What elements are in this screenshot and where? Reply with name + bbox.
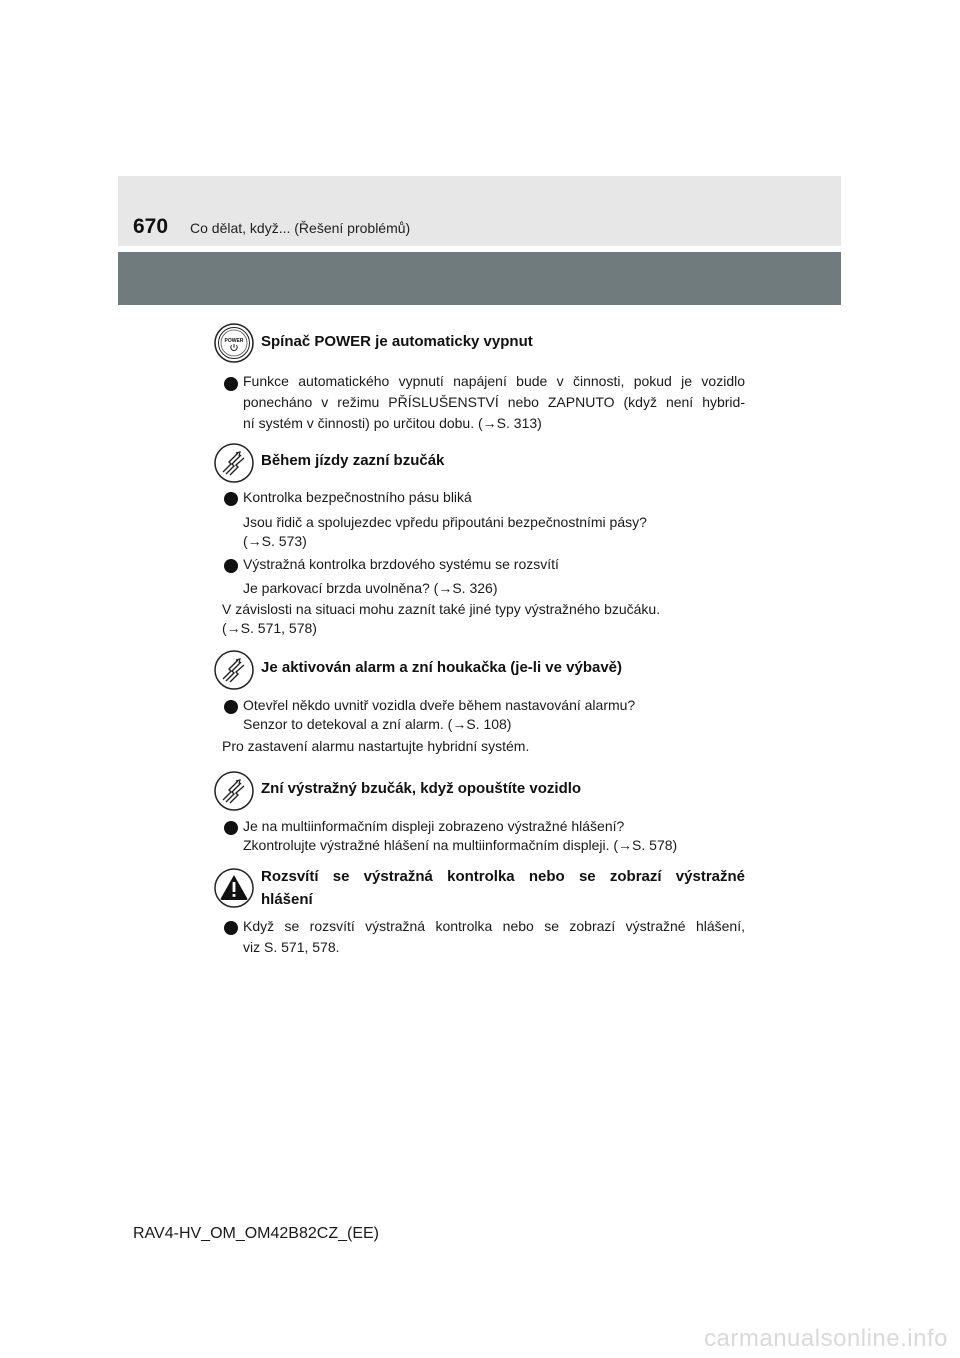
item-warning-line1: Když se rozsvítí výstražná kontrolka nebo se zobrazí výstražné hlášení, (243, 918, 745, 934)
item-seatbelt: Kontrolka bezpečnostního pásu bliká (243, 489, 472, 505)
power-icon-label: POWER (224, 338, 244, 344)
item-warning-line2: viz S. 571, 578. (243, 939, 340, 955)
item-alarm-question: Otevřel někdo uvnitř vozidla dveře během nastavování alarmu? (243, 697, 636, 713)
paragraph-power-line1: Funkce automatického vypnutí napájení bude v činnosti, pokud je vozidlo ponecháno v režimu PŘÍSLUŠENSTVÍ nebo ZAPNUTO (když není hybrid- (243, 373, 745, 410)
section-title-power: Spínač POWER je automaticky vypnut (261, 333, 533, 350)
bullet-marker (224, 921, 238, 935)
bullet-marker (224, 492, 238, 506)
section-title-leaving-vehicle: Zní výstražný bzučák, když opouštíte vozidlo (261, 780, 582, 797)
note-other-buzzers: V závislosti na situaci mohu zaznít také jiné typy výstražného bzučáku. (222, 601, 661, 617)
item-display-question: Je na multiinformačním displeji zobrazeno výstražné hlášení? (243, 818, 625, 834)
note-other-buzzers-ref: (→S. 571, 578) (222, 620, 317, 636)
chapter-title: Co dělat, když... (Řešení problémů) (190, 220, 411, 236)
buzzer-icon (214, 650, 254, 690)
bullet-marker (224, 559, 238, 573)
item-brake-question: Je parkovací brzda uvolněna? (→S. 326) (243, 580, 498, 596)
item-alarm-detected: Senzor to detekoval a zní alarm. (→S. 108) (243, 716, 512, 732)
section-banner (118, 252, 841, 305)
buzzer-icon (214, 771, 254, 811)
section-title-alarm: Je aktivován alarm a zní houkačka (je-li ve výbavě) (261, 659, 623, 676)
section-title-warning-line1: Rozsvítí se výstražná kontrolka nebo se zobrazí výstražné (261, 868, 745, 885)
section-title-buzzer-driving: Během jízdy zazní bzučák (261, 452, 445, 469)
buzzer-icon (214, 443, 254, 483)
item-display-check: Zkontrolujte výstražné hlášení na multiinformačním displeji. (→S. 578) (243, 837, 678, 853)
warning-triangle-icon (214, 868, 254, 908)
paragraph-power-line2: ní systém v činnosti) po určitou dobu. (→S. 313) (243, 415, 542, 431)
item-seatbelt-question: Jsou řidič a spolujezdec vpředu připoutáni bezpečnostními pásy? (243, 514, 647, 530)
item-seatbelt-ref: (→S. 573) (243, 533, 307, 549)
power-switch-icon (214, 323, 254, 363)
item-brake-warning: Výstražná kontrolka brzdového systému se rozsvítí (243, 556, 559, 572)
note-stop-alarm: Pro zastavení alarmu nastartujte hybridní systém. (222, 738, 530, 754)
section-title-warning-line2: hlášení (261, 891, 313, 908)
page-number: 670 (133, 215, 169, 238)
bullet-marker (224, 377, 238, 391)
watermark: carmanualsonline.info (704, 1325, 948, 1352)
bullet-marker (224, 821, 238, 835)
document-code: RAV4-HV_OM_OM42B82CZ_(EE) (133, 1225, 379, 1242)
bullet-marker (224, 700, 238, 714)
